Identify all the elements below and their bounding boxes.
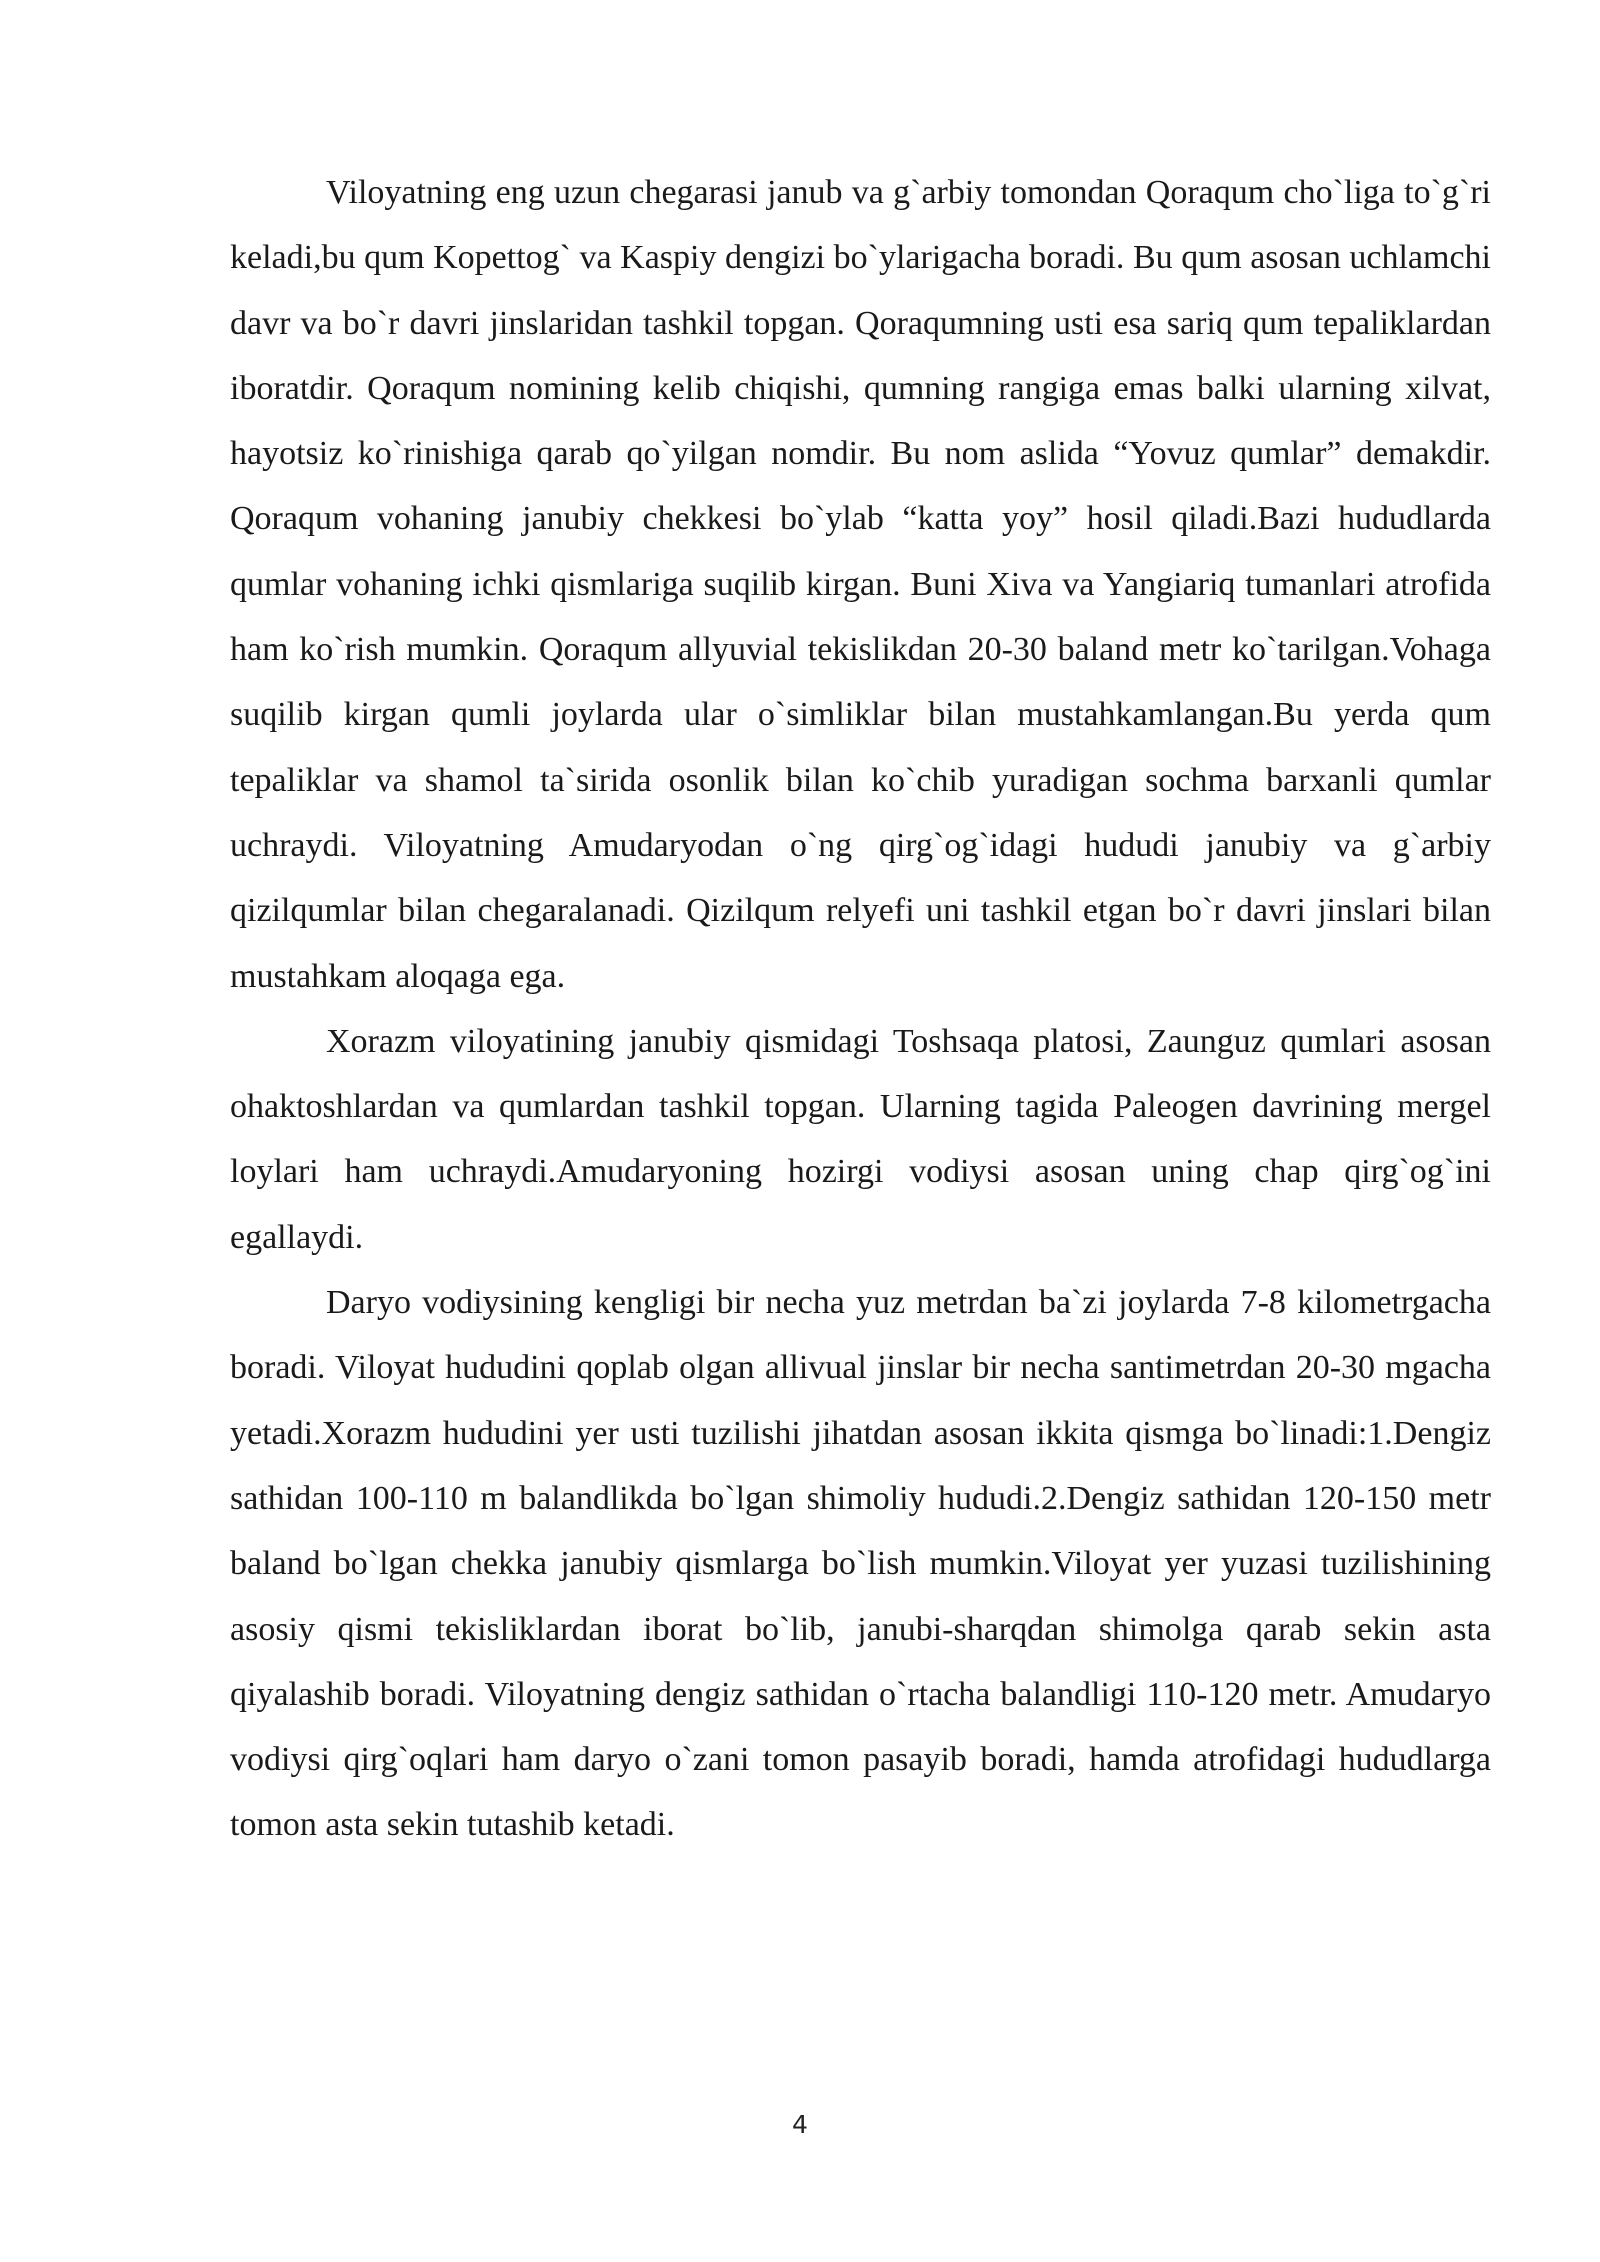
paragraph-toshsaqa: Xorazm viloyatining janubiy qismidagi Toshsaqa platosi, Zaunguz qumlari asosan ohaktoshlardan va qumlardan tashkil topgan. Ularning tagida Paleogen davrining mergel loylari ham uchraydi.Amudaryoning hozirgi vodiysi asosan uning chap qirg`og`ini egallaydi. <box>230 1022 1491 1256</box>
body-text <box>230 160 1491 1858</box>
page-number: 4 <box>792 2110 808 2139</box>
paragraph-daryo-vodiysi: Daryo vodiysining kengligi bir necha yuz metrdan ba`zi joylarda 7-8 kilometrgacha boradi. Viloyat hududini qoplab olgan allivual jinslar bir necha santimetrdan 20-30 mgacha yetadi.Xorazm hududini yer usti tuzilishi jihatdan asosan ikkita qismga bo`linadi:1.Dengiz sathidan 100-110 m balandlikda bo`lgan shimoliy hududi.2.Dengiz sathidan 120-150 metr baland bo`lgan chekka janubiy qismlarga bo`lish mumkin.Viloyat yer yuzasi tuzilishining asosiy qismi tekisliklardan iborat bo`lib, janubi-sharqdan shimolga qarab sekin asta qiyalashib boradi. Viloyatning dengiz sathidan o`rtacha balandligi 110-120 metr. Amudaryo vodiysi qirg`oqlari ham daryo o`zani tomon pasayib boradi, hamda atrofidagi hududlarga tomon asta sekin tutashib ketadi. <box>230 1284 1491 1844</box>
paragraph-qoraqum: Viloyatning eng uzun chegarasi janub va g`arbiy tomondan Qoraqum cho`liga to`g`ri keladi,bu qum Kopettog` va Kaspiy dengizi bo`ylarigacha boradi. Bu qum asosan uchlamchi davr va bo`r davri jinslaridan tashkil topgan. Qoraqumning usti esa sariq qum tepaliklardan iboratdir. Qoraqum nomining kelib chiqishi, qumning rangiga emas balki ularning xilvat, hayotsiz ko`rinishiga qarab qo`yilgan nomdir. Bu nom aslida “Yovuz qumlar” demakdir. Qoraqum vohaning janubiy chekkesi bo`ylab “katta yoy” hosil qiladi.Bazi hududlarda qumlar vohaning ichki qismlariga suqilib kirgan. Buni Xiva va Yangiariq tumanlari atrofida ham ko`rish mumkin. Qoraqum allyuvial tekislikdan 20-30 baland metr ko`tarilgan.Vohaga suqilib kirgan qumli joylarda ular o`simliklar bilan mustahkamlangan.Bu yerda qum tepaliklar va shamol ta`sirida osonlik bilan ko`chib yuradigan sochma barxanli qumlar uchraydi. Viloyatning Amudaryodan o`ng qirg`og`idagi hududi janubiy va g`arbiy qizilqumlar bilan chegaralanadi. Qizilqum relyefi uni tashkil etgan bo`r davri jinslari bilan mustahkam aloqaga ega. <box>230 174 1491 995</box>
